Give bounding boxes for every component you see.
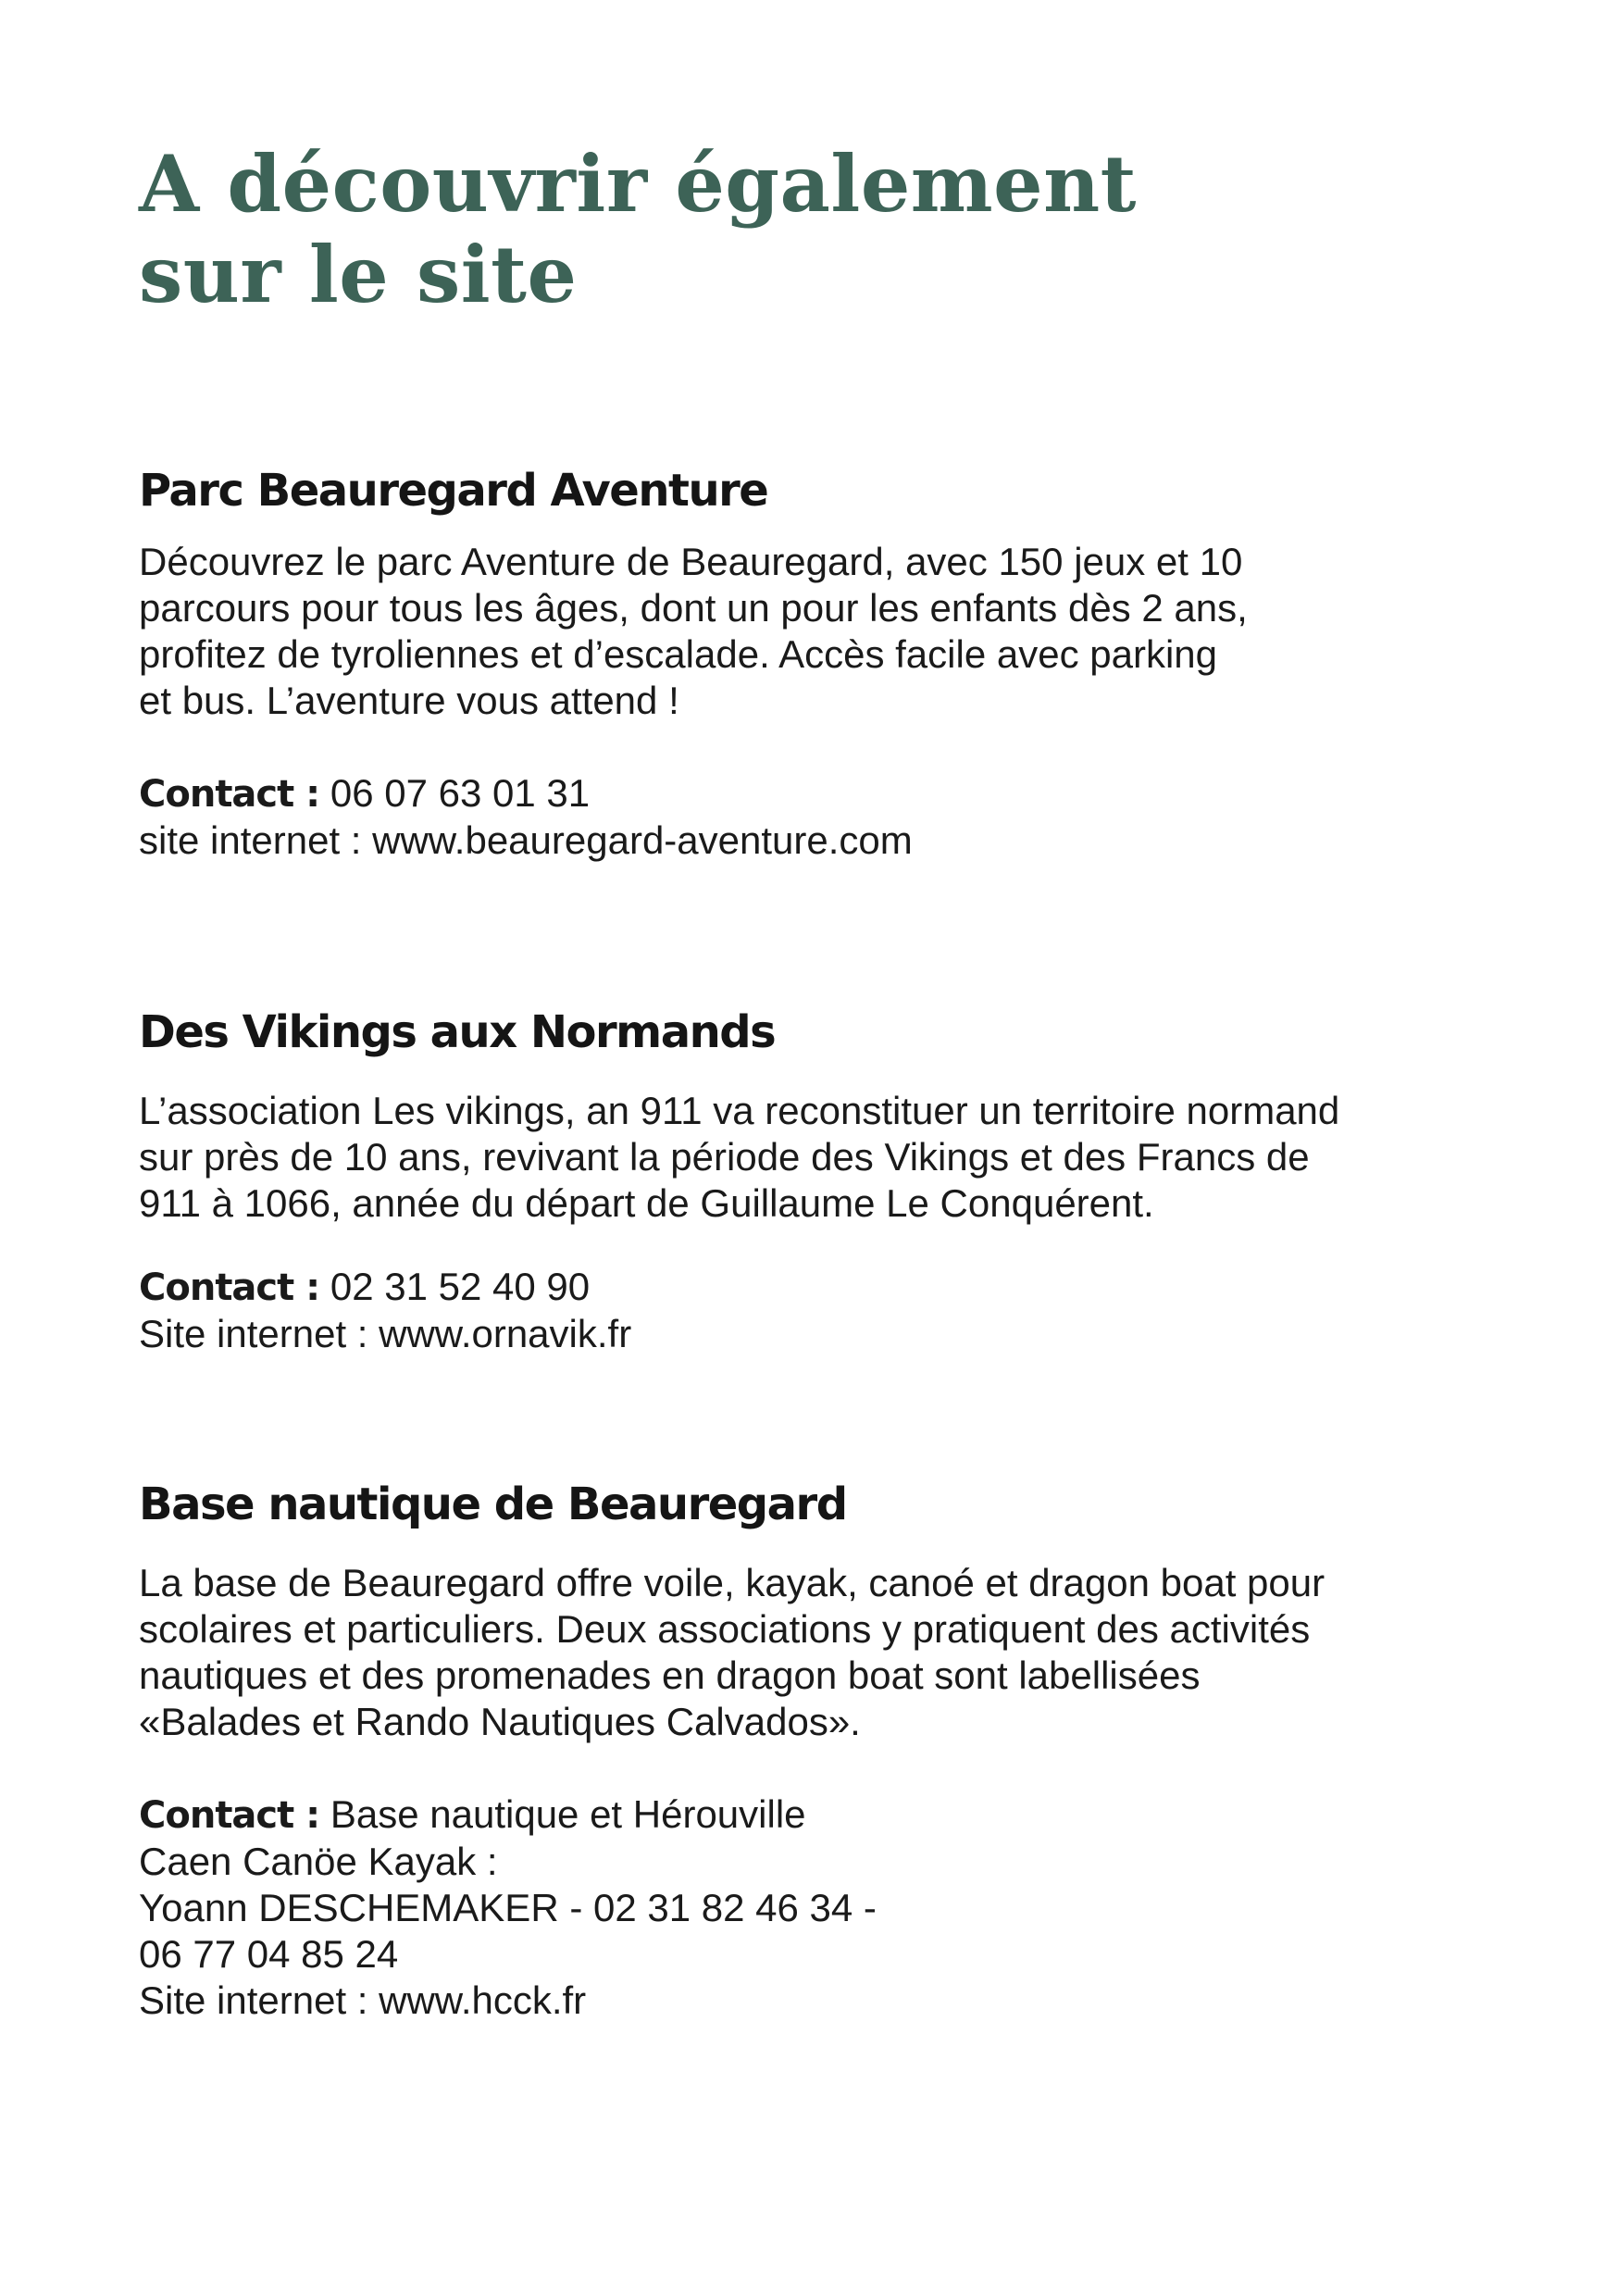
- contact-block: [139, 770, 1490, 864]
- description-line: nautiques et des promenades en dragon boat sont labellisées: [139, 1653, 1201, 1697]
- section-description: [139, 539, 1490, 724]
- section-description: [139, 1560, 1490, 1745]
- page-title: [139, 139, 1435, 320]
- section-heading: Parc Beauregard Aventure: [139, 465, 768, 517]
- section-vikings-normands: [139, 1004, 1490, 1357]
- contact-block: [139, 1264, 1490, 1357]
- contact-block: [139, 1791, 1490, 2024]
- description-line: Découvrez le parc Aventure de Beauregard, avec 150 jeux et 10: [139, 540, 1243, 583]
- website-line: Site internet : www.hcck.fr: [139, 1978, 587, 2022]
- description-line: scolaires et particuliers. Deux associations y pratiquent des activités: [139, 1607, 1311, 1651]
- contact-line: [139, 770, 1490, 817]
- contact-person-line: Yoann DESCHEMAKER - 02 31 82 46 34 -: [139, 1886, 877, 1929]
- description-line: et bus. L’aventure vous attend !: [139, 679, 679, 722]
- description-line: 911 à 1066, année du départ de Guillaume Le Conquérent.: [139, 1181, 1154, 1225]
- section-heading: Des Vikings aux Normands: [139, 1006, 776, 1058]
- contact-phone: 02 31 52 40 90: [319, 1265, 591, 1308]
- description-line: La base de Beauregard offre voile, kayak, canoé et dragon boat pour: [139, 1561, 1326, 1604]
- page-title-line-2: sur le site: [139, 229, 578, 320]
- description-line: L’association Les vikings, an 911 va reconstituer un territoire normand: [139, 1089, 1340, 1132]
- page-title-line-1: A découvrir également: [139, 138, 1137, 230]
- contact-phone: 06 07 63 01 31: [319, 771, 591, 815]
- section-base-nautique: [139, 1477, 1490, 2024]
- description-line: «Balades et Rando Nautiques Calvados».: [139, 1700, 861, 1743]
- contact-line: [139, 1264, 1490, 1311]
- contact-label: Contact :: [139, 773, 320, 816]
- section-parc-beauregard-aventure: [139, 463, 1490, 864]
- description-line: sur près de 10 ans, revivant la période des Vikings et des Francs de: [139, 1135, 1310, 1179]
- section-heading: Base nautique de Beauregard: [139, 1479, 847, 1530]
- contact-line: Caen Canöe Kayak :: [139, 1840, 498, 1883]
- section-description: [139, 1088, 1490, 1227]
- website-line: Site internet : www.ornavik.fr: [139, 1312, 632, 1355]
- description-line: profitez de tyroliennes et d’escalade. Accès facile avec parking: [139, 632, 1217, 676]
- contact-organization: Base nautique et Hérouville: [319, 1792, 806, 1836]
- contact-label: Contact :: [139, 1267, 320, 1309]
- contact-label: Contact :: [139, 1794, 320, 1837]
- contact-phone-line: 06 77 04 85 24: [139, 1932, 399, 1976]
- contact-line: [139, 1791, 1490, 1839]
- description-line: parcours pour tous les âges, dont un pour les enfants dès 2 ans,: [139, 586, 1248, 630]
- website-line: site internet : www.beauregard-aventure.com: [139, 818, 913, 862]
